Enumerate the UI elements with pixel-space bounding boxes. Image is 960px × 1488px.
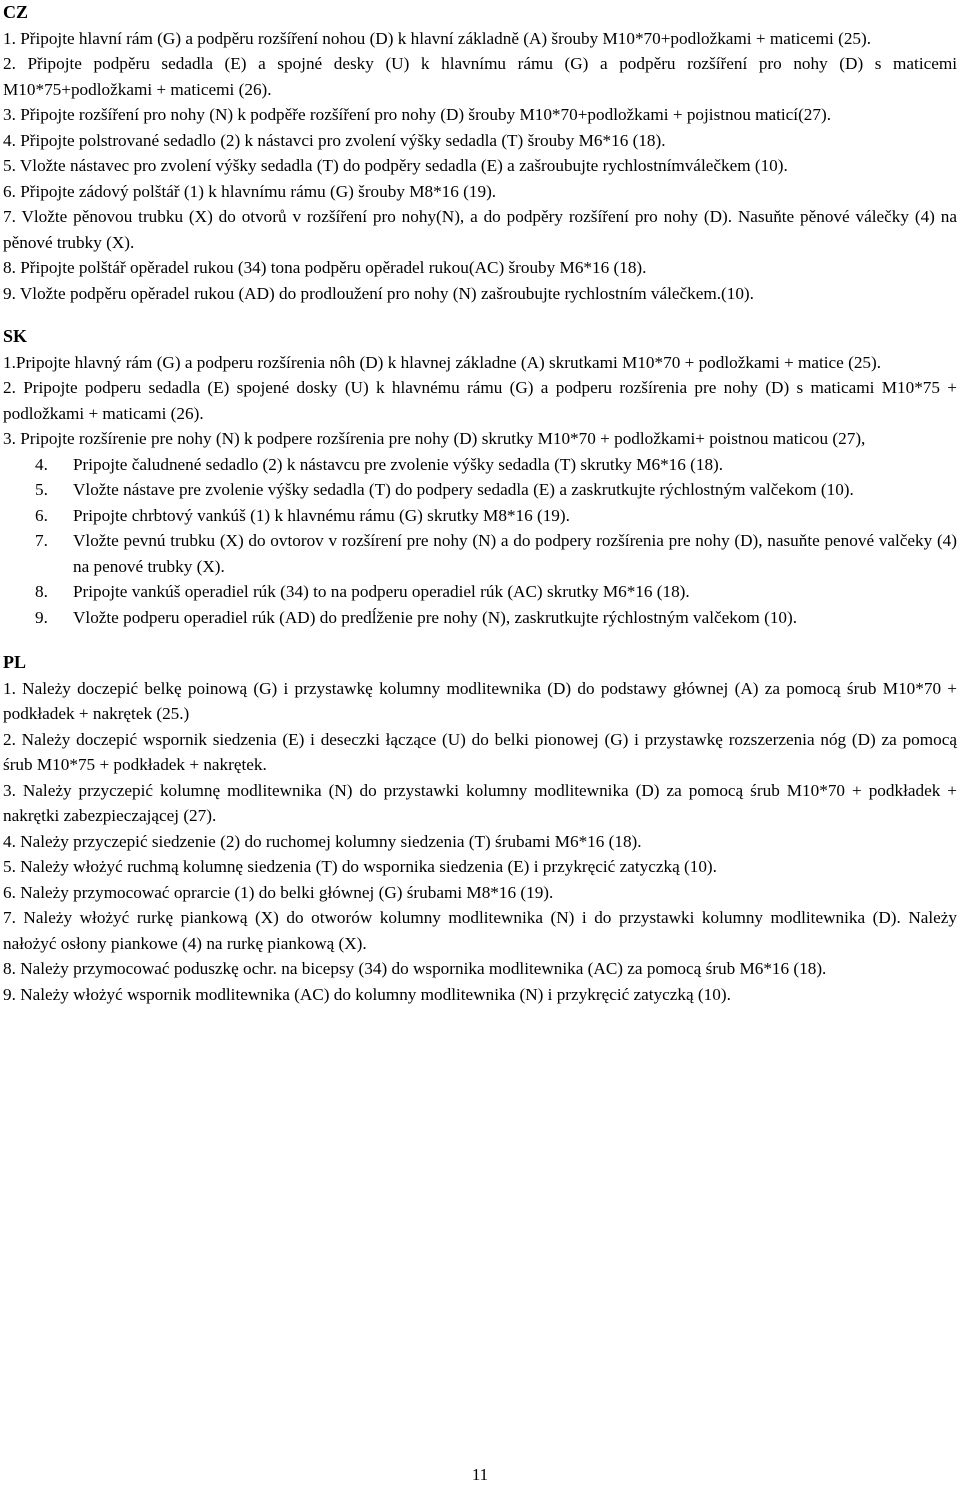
cz-item: 8. Připojte polštář opěradel rukou (34) tona podpěru opěradel rukou(AC) šrouby M6*16 (18). xyxy=(3,258,647,277)
item-text: Pripojte chrbtový vankúš (1) k hlavnému rámu (G) skrutky M8*16 (19). xyxy=(73,505,570,525)
sk-item: 2. Pripojte podperu sedadla (E) spojené dosky (U) k hlavnému rámu (G) a podperu rozšírenia pre nohy (D) s maticami M10*75 + podložkami + maticami (26). xyxy=(3,378,957,423)
pl-item: 8. Należy przymocować poduszkę ochr. na bicepsy (34) do wspornika modlitewnika (AC) za pomocą śrub M6*16 (18). xyxy=(3,959,827,978)
pl-item: 5. Należy włożyć ruchmą kolumnę siedzenia (T) do wspornika siedzenia (E) i przykręcić zatyczką (10). xyxy=(3,857,717,876)
pl-item: 6. Należy przymocować oprarcie (1) do belki głównej (G) śrubami M8*16 (19). xyxy=(3,882,554,902)
pl-item: 1. Należy doczepić belkę poinową (G) i przystawkę kolumny modlitewnika (D) do podstawy głównej (A) za pomocą śrub M10*70 + podkładek + nakrętek (25.) xyxy=(3,678,957,723)
sk-item: 3. Pripojte rozšírenie pre nohy (N) k podpere rozšírenia pre nohy (D) skrutky M10*70 + podložkami+ poistnou maticou (27), xyxy=(3,429,866,448)
cz-item: 7. Vložte pěnovou trubku (X) do otvorů v rozšíření pro nohy(N), a do podpěry rozšíření pro nohy (D). Nasuňte pěnové válečky (4) na pěnové trubky (X). xyxy=(3,207,957,252)
item-text: Vložte podperu operadiel rúk (AD) do predĺženie pre nohy (N), zaskrutkujte rýchlostným valčekom (10). xyxy=(73,607,798,627)
section-spacer xyxy=(3,306,957,324)
item-number: 6. xyxy=(35,505,48,525)
item-text: Vložte nástave pre zvolenie výšky sedadla (T) do podpery sedadla (E) a zaskrutkujte rýchlostným valčekom (10). xyxy=(73,480,854,499)
pl-item: 7. Należy włożyć rurkę piankową (X) do otworów kolumny modlitewnika (N) i do przystawki kolumny modlitewnika (D). Należy nałożyć osłony piankowe (4) na rurkę piankową (X). xyxy=(3,908,957,953)
sk-item: 1.Pripojte hlavný rám (G) a podperu rozšírenia nôh (D) k hlavnej základne (A) skrutkami M10*70 + podložkami + matice (25). xyxy=(3,352,882,372)
cz-item: 4. Připojte polstrované sedadlo (2) k nástavci pro zvolení výšky sedadla (T) šrouby M6*16 (18). xyxy=(3,130,666,150)
pl-item: 4. Należy przyczepić siedzenie (2) do ruchomej kolumny siedzenia (T) śrubami M6*16 (18). xyxy=(3,831,642,851)
item-number: 8. xyxy=(35,582,48,601)
sk-indented-item xyxy=(3,452,957,478)
cz-item: 3. Připojte rozšíření pro nohy (N) k podpěře rozšíření pro nohy (D) šrouby M10*70+podložkami + pojistnou maticí(27). xyxy=(3,105,832,124)
item-text: Pripojte čaludnené sedadlo (2) k nástavcu pre zvolenie výšky sedadla (T) skrutky M6*16 (18). xyxy=(73,454,724,474)
pl-item: 3. Należy przyczepić kolumnę modlitewnika (N) do przystawki kolumny modlitewnika (D) za pomocą śrub M10*70 + podkładek + nakrętki zabezpieczającej (27). xyxy=(3,780,957,825)
document-page xyxy=(3,0,957,1007)
page-number: 11 xyxy=(471,1465,489,1484)
section-spacer xyxy=(3,630,957,650)
cz-item: 6. Připojte zádový polštář (1) k hlavnímu rámu (G) šrouby M8*16 (19). xyxy=(3,181,497,201)
item-number: 4. xyxy=(35,454,48,474)
sk-indented-item xyxy=(3,528,957,579)
item-number: 9. xyxy=(35,607,48,627)
cz-item: 9. Vložte podpěru opěradel rukou (AD) do prodloužení pro nohy (N) zašroubujte rychlostním válečkem.(10). xyxy=(3,283,754,303)
sk-indented-item xyxy=(3,503,957,529)
pl-item: 9. Należy włożyć wspornik modlitewnika (AC) do kolumny modlitewnika (N) i przykręcić zatyczką (10). xyxy=(3,984,731,1004)
cz-item: 5. Vložte nástavec pro zvolení výšky sedadla (T) do podpěry sedadla (E) a zašroubujte rychlostnímválečkem (10). xyxy=(3,156,788,175)
item-number: 7. xyxy=(35,531,48,550)
cz-item: 1. Připojte hlavní rám (G) a podpěru rozšíření nohou (D) k hlavní základně (A) šrouby M10*70+podložkami + maticemi (25). xyxy=(3,28,872,48)
sk-indented-item xyxy=(3,579,957,605)
sk-indented-item xyxy=(3,605,957,631)
item-text: Vložte pevnú trubku (X) do ovtorov v rozšírení pre nohy (N) a do podpery rozšírenia pre nohy (D), nasuňte penové valčeky (4) na penové trubky (X). xyxy=(73,531,957,576)
pl-item: 2. Należy doczepić wspornik siedzenia (E) i deseczki łączące (U) do belki pionowej (G) i przystawkę rozszerzenia nóg (D) za pomocą śrub M10*75 + podkładek + nakrętek. xyxy=(3,729,957,774)
section-title-pl: PL xyxy=(3,652,27,672)
item-number: 5. xyxy=(35,480,48,499)
cz-item: 2. Připojte podpěru sedadla (E) a spojné desky (U) k hlavnímu rámu (G) a podpěru rozšíření pro nohy (D) s maticemi M10*75+podložkami + maticemi (26). xyxy=(3,54,957,99)
sk-indented-item xyxy=(3,477,957,503)
section-title-cz: CZ xyxy=(3,2,29,22)
section-title-sk: SK xyxy=(3,326,28,346)
item-text: Pripojte vankúš operadiel rúk (34) to na podperu operadiel rúk (AC) skrutky M6*16 (18). xyxy=(73,582,690,601)
